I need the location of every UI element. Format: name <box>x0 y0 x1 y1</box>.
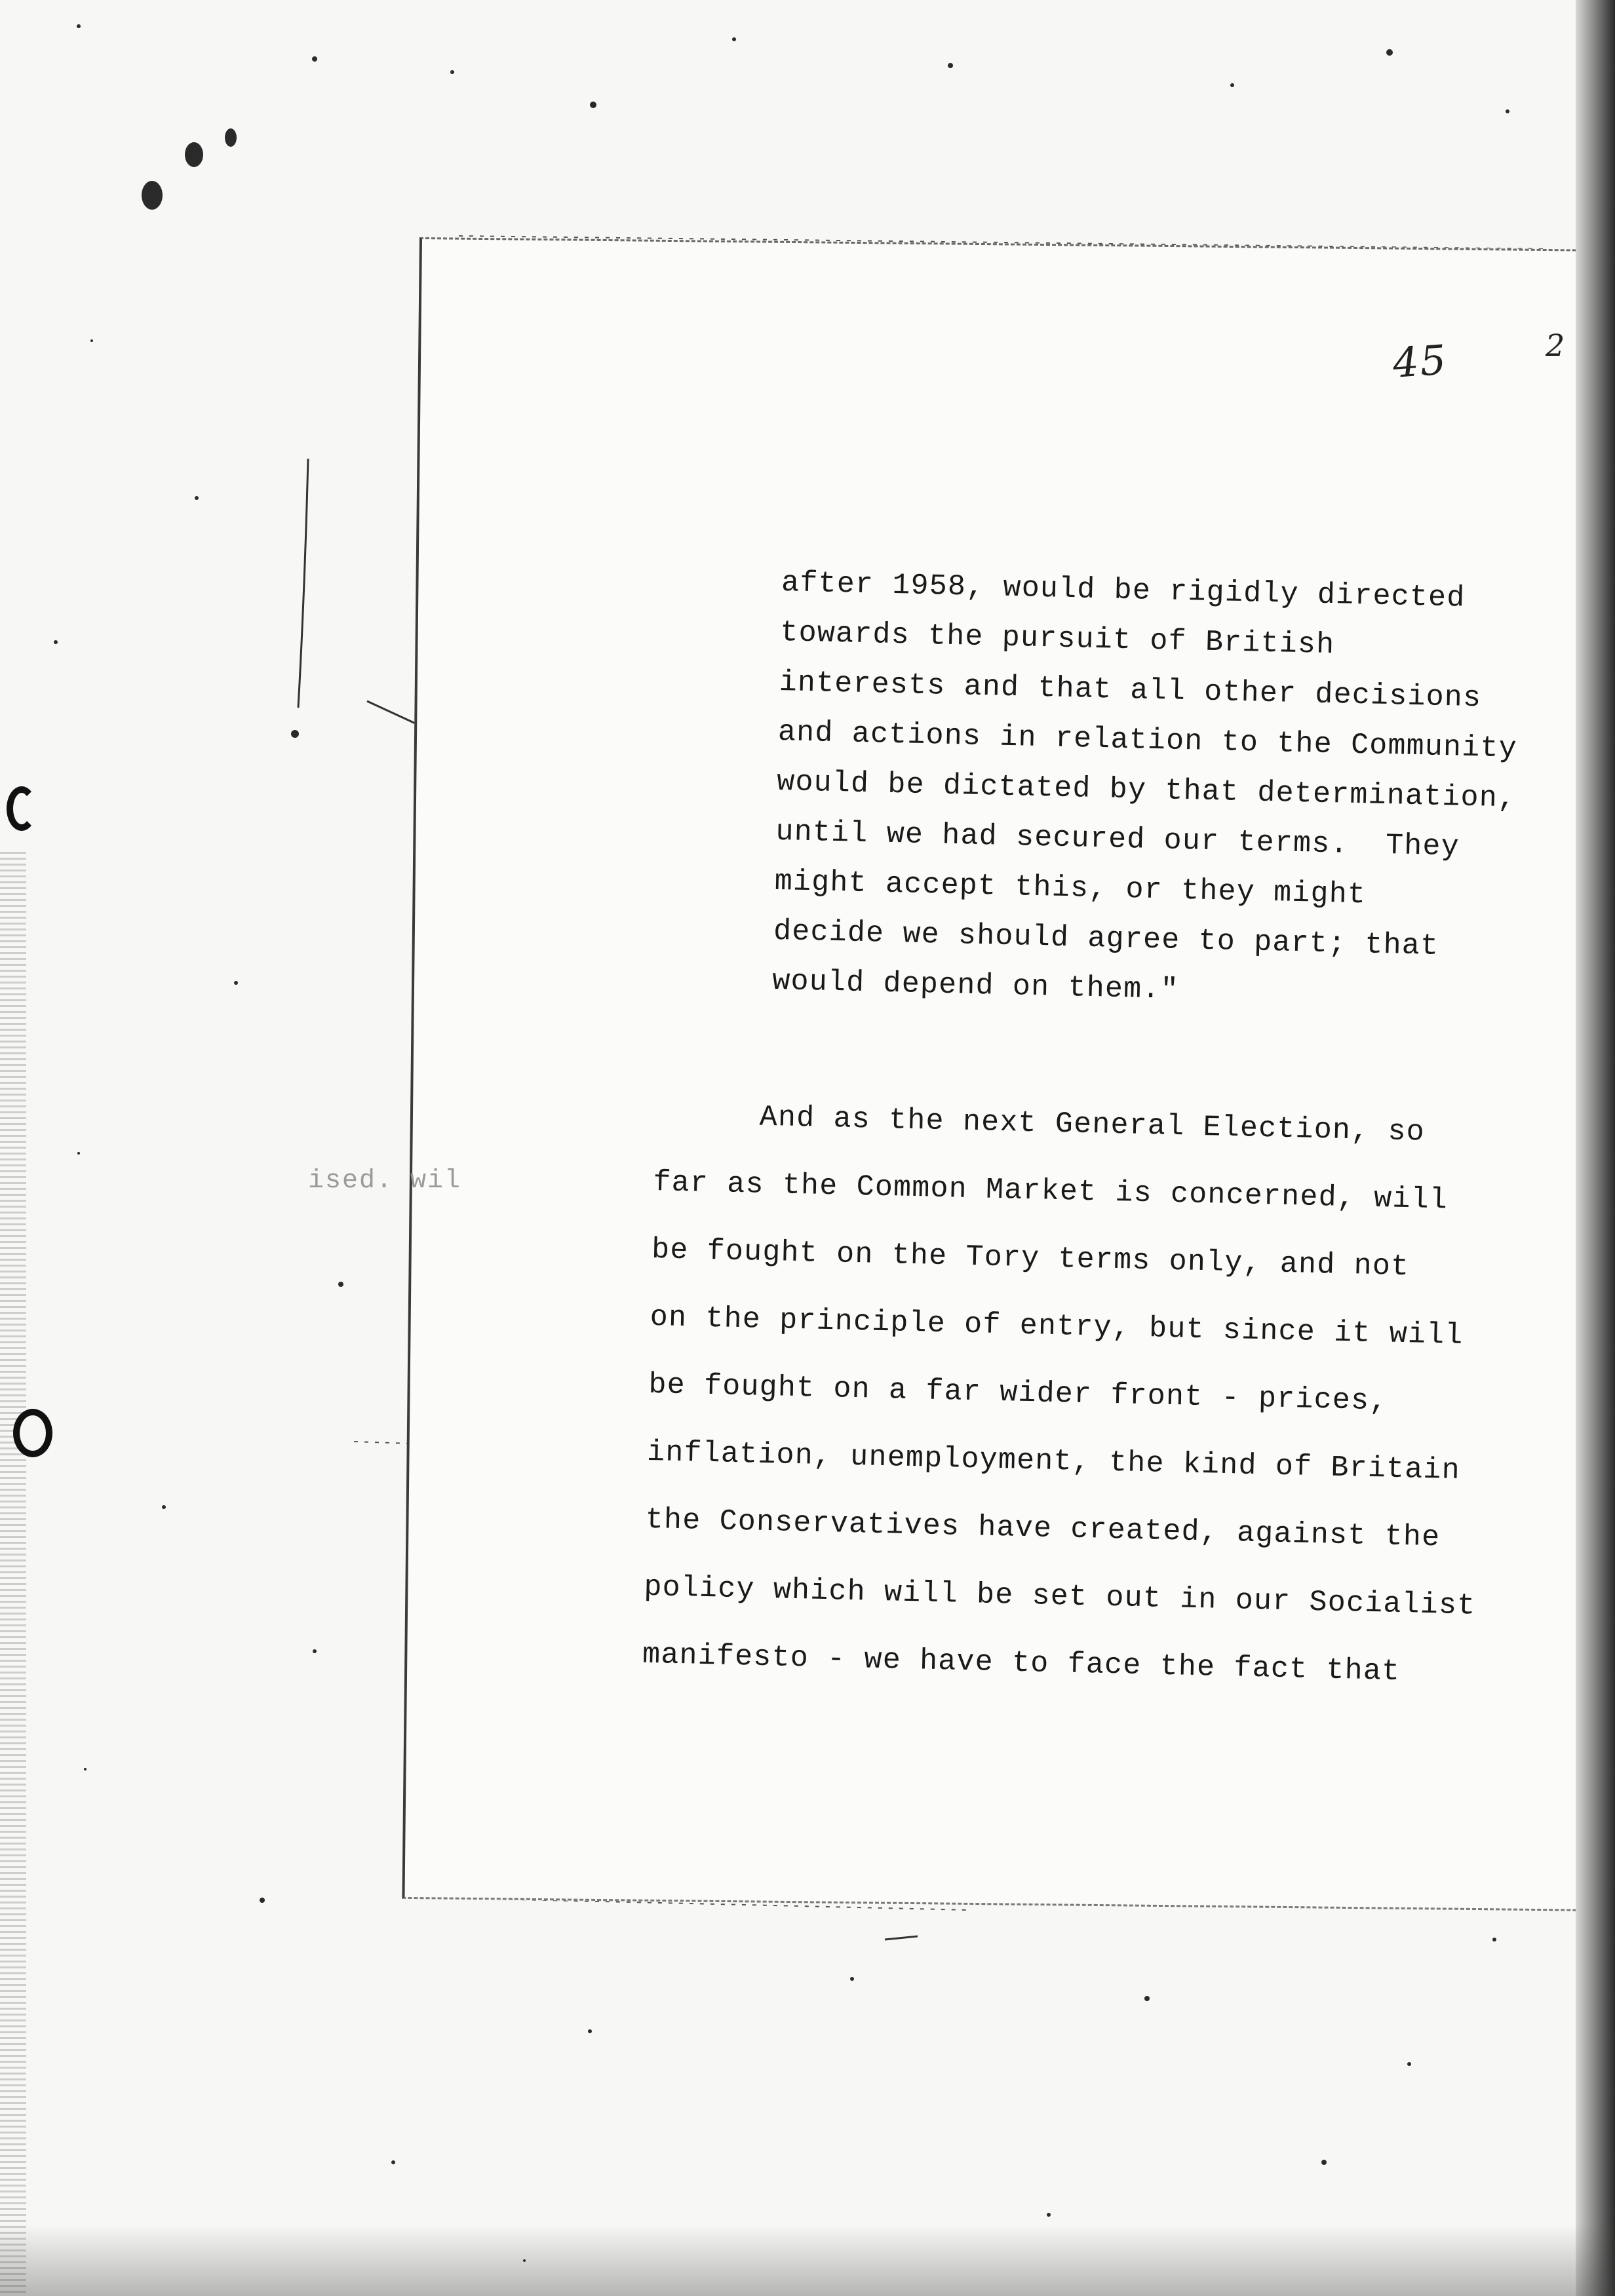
text-line: towards the pursuit of British <box>779 615 1335 662</box>
text-line: the Conservatives have created, against the <box>645 1502 1441 1555</box>
body-paragraph <box>642 1081 1573 1710</box>
punch-hole <box>7 786 37 831</box>
text-line: and actions in relation to the Community <box>777 715 1518 766</box>
text-line: decide we should agree to part; that <box>773 914 1439 963</box>
text-line: after 1958, would be rigidly directed <box>781 565 1466 615</box>
scan-edge-bottom <box>0 2224 1615 2296</box>
quote-paragraph <box>771 558 1594 1025</box>
text-line: would be dictated by that determination, <box>776 765 1517 816</box>
text-line: on the principle of entry, but since it will <box>650 1300 1464 1353</box>
page-number: 45 <box>1391 335 1449 387</box>
text-line: inflation, unemployment, the kind of Britain <box>646 1435 1461 1488</box>
text-line: far as the Common Market is concerned, will <box>652 1165 1449 1217</box>
punch-hole <box>13 1409 52 1457</box>
scan-edge-right <box>1576 0 1615 2296</box>
text-line: until we had secured our terms. They <box>775 814 1460 864</box>
text-line: And as the next General Election, so <box>759 1100 1426 1149</box>
text-line: might accept this, or they might <box>774 864 1367 912</box>
bleed-through-text: ised. wil <box>308 1166 462 1196</box>
scan-edge-left <box>0 852 26 2296</box>
text-line: would depend on them." <box>771 964 1180 1007</box>
text-line: interests and that all other decisions <box>779 665 1482 716</box>
text-line: manifesto - we have to face the fact that <box>642 1637 1401 1689</box>
text-line: policy which will be set out in our Socialist <box>643 1570 1476 1623</box>
text-line: be fought on a far wider front - prices, <box>648 1368 1388 1419</box>
corner-mark: 2 <box>1546 328 1565 363</box>
text-line: be fought on the Tory terms only, and not <box>651 1233 1410 1284</box>
